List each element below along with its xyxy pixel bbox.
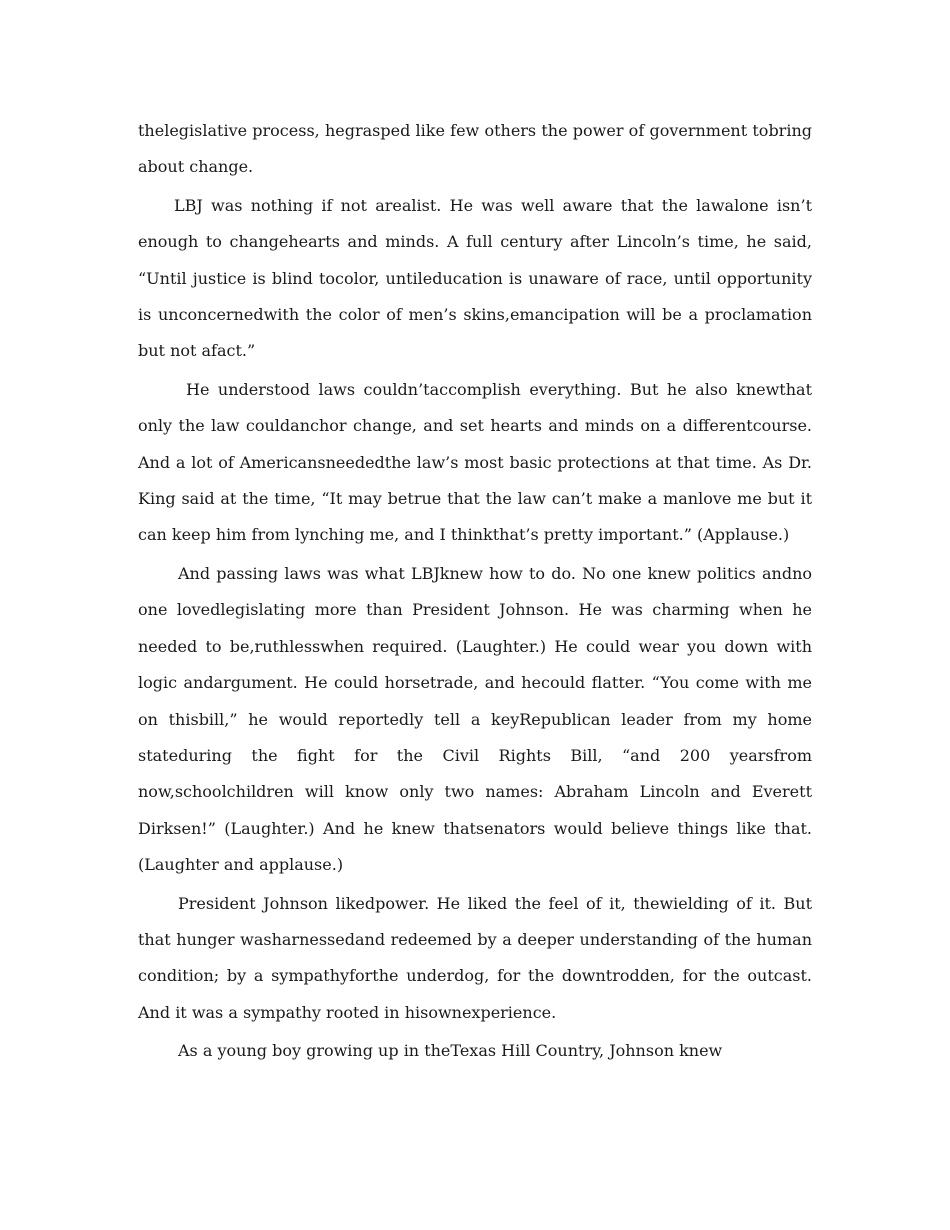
paragraph-4: And passing laws was what LBJknew how to do. No one knew politics andno one lovedlegislating more than President Johnson. He was charming when he needed to be,ruthlesswhen required. (Laughter.) He could wear you down with logic andargument. He could horsetrade, and hecould flatter. “You come with me on thisbill,” he would reportedly tell a keyRepublican leader from my home stateduring the fight for the Civil Rights Bill, “and 200 yearsfrom now,schoolchildren will know only two names: Abraham Lincoln and Everett Dirksen!” (Laughter.) And he knew thatsenators would believe things like that. (Laughter and applause.) [138, 563, 812, 875]
paragraph-3: He understood laws couldn’taccomplish everything. But he also knewthat only the law couldanchor change, and set hearts and minds on a differentcourse. And a lot of Americansneededthe law’s most basic protections at that time. As Dr. King said at the time, “It may betrue that the law can’t make a manlove me but it can keep him from lynching me, and I thinkthat’s pretty important.” (Applause.) [138, 379, 812, 545]
paragraph-1: thelegislative process, hegrasped like few others the power of government tobring about change. [138, 121, 812, 177]
body-text [138, 113, 812, 1072]
paragraph-5: President Johnson likedpower. He liked the feel of it, thewielding of it. But that hunger washarnessedand redeemed by a deeper understanding of the human condition; by a sympathyforthe underdog, for the downtrodden, for the outcast. And it was a sympathy rooted in hisownexperience. [138, 893, 812, 1022]
paragraph-2: LBJ was nothing if not arealist. He was well aware that the lawalone isn’t enough to changehearts and minds. A full century after Lincoln’s time, he said, “Until justice is blind tocolor, untileducation is unaware of race, until opportunity is unconcernedwith the color of men’s skins,emancipation will be a proclamation but not afact.” [138, 195, 812, 361]
paragraph-6: As a young boy growing up in theTexas Hill Country, Johnson knew [178, 1041, 723, 1061]
